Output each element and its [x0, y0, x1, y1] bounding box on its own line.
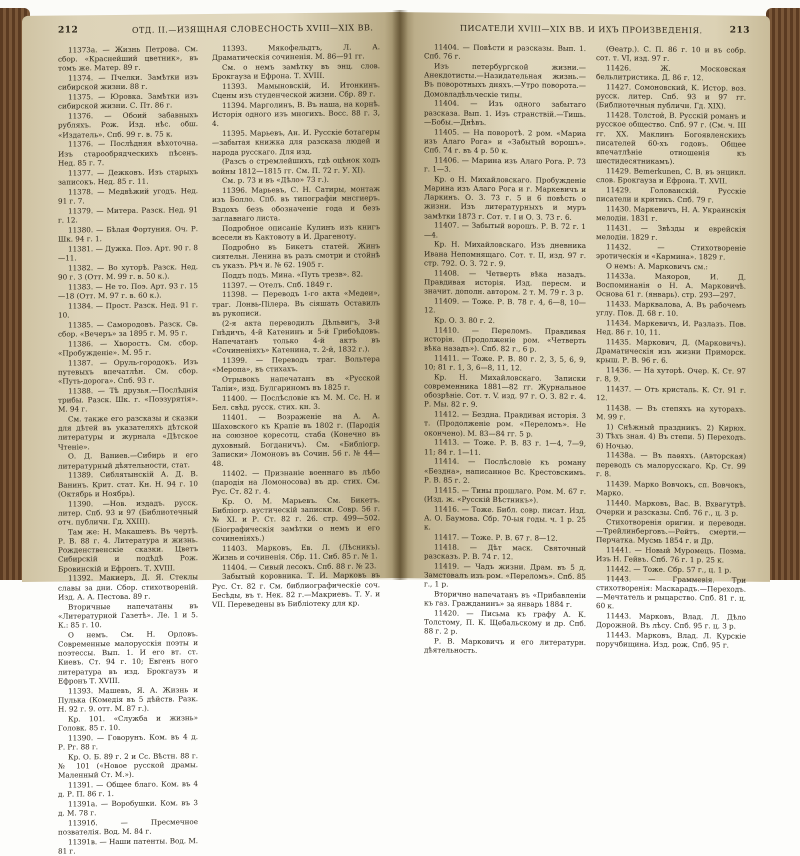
bibliography-entry: 11392. Макиеръ, Д. Я. Стеклы славы за дни. Сбор. стихотвореній. Изд. А. А. Пестова. 89 г. [58, 572, 198, 602]
bibliography-entry: 11414. — Послѣсловіе къ роману «Бездна», написанное Вс. Крестовскимъ. Р. В. 85 г. 2. [424, 456, 586, 485]
bibliography-entry: 11415. — Тины прошлаго. Ром. М. 67 г. (Изд. ж. «Русскій Вѣстникъ»). [424, 485, 586, 505]
bibliography-entry: 11433a. Маяоров, И. Д. Воспоминанія о Н. А. Марковичѣ. Основа 61 г. (январь). стр. 293—297. [596, 271, 746, 300]
bibliography-entry: Кр. О. М. Марьевъ. См. Бикетъ. Библіогр. аустическій записки. Совр. 56 г. № XI. и Р. Ст. 82 г. 26. стр. 499—502. (Біографическія замѣтки о немъ и его сочиненіяхъ.) [212, 495, 380, 543]
bibliography-entry: 11438. — Въ степяхъ на хуторахъ. М. 99 г. [596, 403, 746, 422]
bibliography-entry: Кр. 101. «Служба и жизнь» Головк. 85 г. 10. [58, 712, 198, 733]
bibliography-entry: 11436. — На хуторѣ. Очер. К. Ст. 97 г. 8, 9. [596, 365, 746, 384]
bibliography-entry: О немъ. См. Н. Орловъ. Современные малорусскія поэты и поэтессы. Вып. 1. И его вт. ст. Киевъ. Ст. 94 г. 10; Евгенъ ного литература въ изд. Брокгаузъ и Ефронъ Т. XVIII. [58, 628, 198, 686]
bibliography-entry: 11380. — Бѣлая Фортуния. Оч. Р. Шк. 94 г. 1. [58, 223, 198, 244]
bibliography-entry: 11391б. — Пресмечное позвателія. Вод. М. 84 г. [58, 817, 198, 837]
bibliography-entry: 11384. — Прост. Разск. Нед. 91 г. 10. [58, 299, 198, 320]
bibliography-entry: 11401. — Возраженіе на А. А. Шаховского къ Крапіе въ 1802 г. (Пародія на союзное коресотц. стаба (Конечно въ духовный. Богданичъ). См. «Библіогр. Записки» Ломоновъ въ Сочин. 56 г. № 44—48. [212, 411, 380, 469]
bibliography-entry: (2-я акта переводилъ Дѣльвигъ, 3-й Гнѣдичъ, 4-й Катенинъ и 5-й Грибоѣдовъ. Напечатанъ только 4-й актъ въ «Сочиненіяхъ» Катенина, т. 2-й, 1832 г.). [212, 316, 380, 356]
left-running-title: ОТД. II.—ИЗЯЩНАЯ СЛОВЕСНОСТЬ XVIII—XIX ВВ. [132, 23, 374, 35]
bibliography-entry: 11374. — Пчелки. Замѣтки изъ сибирской жизни. 88 г. [58, 72, 198, 93]
bibliography-entry: 11418. — Дѣт маск. Святочный разсказъ. Р. В. 74 г. 12. [424, 542, 586, 562]
bibliography-entry: 11377. — Дежковъ. Изъ старыхъ записокъ. Нед. 85 г. 11. [58, 166, 198, 187]
bibliography-entry: 11378. — Медвѣжий угодъ. Нед. 91 г. 7. [58, 185, 198, 206]
bibliography-entry: 11442. — Тоже. Сбр. 57 г., ц. 1 р. [606, 564, 732, 575]
book-gutter [392, 10, 408, 580]
bibliography-entry: См. также его разсказы и сказки для дѣтей въ указателяхъ дѣтской литературы и журнала «Дѣтское Чтеніе». [58, 413, 198, 452]
bibliography-entry: 11406. — Марина изъ Алаго Рога. Р. 73 г. 1—3. [424, 155, 586, 174]
bibliography-entry: 11376. — Обоий забавныхъ рубляхъ. Рож. Изд. нѣс. обш. «Издатель». Спб. 99 г. в. 75 к. [58, 110, 198, 140]
bibliography-entry: Поддъ подъ. Мина. «Путь трезв». 82. [222, 269, 364, 280]
right-page-header [400, 22, 770, 40]
bibliography-entry: 11432. — Стихотвореніе эротическія и «Кармина». 1829 г. [596, 242, 746, 262]
bibliography-entry: 11430. Маркевичъ, Н. А. Украинскія мелодіи. 1831 г. [596, 204, 746, 223]
bibliography-entry: 11388. — Тѣ друзья.—Послѣднія трибы. Разск. Шк. г. «Поэзурятія». М. 94 г. [58, 384, 198, 414]
bibliography-entry: 1) Снѣжный праздникъ. 2) Кирюх. 3) Тѣхъ зная. 4) Въ степи. 5) Переходъ. 6) Ночью. [596, 422, 746, 451]
bibliography-entry: 11443. Марковъ, Влад. Л. Курскіе поручбищина. Изд. рож. Спб. 95 г. [596, 630, 746, 650]
bibliography-entry: 11395. Марьевъ, Ан. И. Русскіе ботагеры—забытая книжка для разсказа людей и народа русскаго. Для изд. [212, 127, 380, 157]
bibliography-entry: 11403. Марковъ, Ев. Л. (Лѣсникъ). Жизнь и сочиненія. Сбр. 11. Сиб. 85 г. № 1. [212, 541, 380, 562]
bibliography-entry: Отрывокъ напечатанъ въ «Русской Таліи», изд. Булгариномъ въ 1825 г. [212, 373, 380, 394]
bibliography-entry: 11393. Машевъ, Я. А. Жизнь и Пулька (Комедія въ 5 дѣйств. Разк. Н. 92 г. 9. отт. М. 87 г.). [58, 684, 198, 714]
bibliography-entry: 11404. — Изъ одного забытаго разсказа. Вып. 1. Изъ странствій.—Тишь.—Бобы.—Днѣвъ. [424, 98, 586, 127]
bibliography-entry: 11391в. — Наши патенты. Вод. М. 81 г. [58, 836, 198, 856]
bibliography-entry: 11386. — Хворостъ. См. сбор. «Пробужденіе». М. 95 г. [58, 337, 198, 358]
bibliography-entry: 11396. Марьевъ, С. Н. Сатиры, монтаж изъ Болло. Спб. въ типографіи мнсгиеръ. Вздохъ безъ обозначеніе года и безъ заглавнаго листа. [212, 184, 380, 223]
bibliography-entry: Вторично напечатанъ въ «Прибавленіи къ газ. Гражданинъ» за январь 1884 г. [424, 589, 586, 609]
bibliography-entry: (Разсъ о стремлейшихъ, гдѣ оцѣнок ходъ войны 1812—1815 гг. См. П. 72 г. У. XI). [212, 155, 380, 176]
bibliography-entry: Вторичные напечатаны въ «Литературной Газетѣ». Ле. 1 и 5. К.: 85 г. 10. [58, 600, 198, 630]
bibliography-entry: 11437. — Отъ кристаль. К. Ст. 91 г. 12. [596, 384, 746, 403]
bibliography-entry: Подробное описаніе Кулинъ изъ книгъ всесели въ Кактовоту в И. Драгеноту. [212, 221, 380, 242]
bibliography-entry: 11387. — Оруль-городокъ. Изъ путевыхъ впечатлѣн. См. сбор. «Путь-дорога». Спб. 93 г. [58, 356, 198, 386]
bibliography-entry: 11443. — Граммевія. Три стихотворенія: Маскарадъ.—Переходъ.—Мечтатель и рыцарство. Спб. 81 г. ц. 60 к. [596, 573, 746, 611]
bibliography-entry: 11402. — Признаніе военнаго въ лѣбо (пародія на Ломоносова) въ др. стих. См. Рус. Ст. 82 г. 4. [212, 467, 380, 497]
bibliography-entry: 11438a. — Въ паѳяхъ. (Авторская) переводъ съ малорусскаго. Кр. Ст. 99 г. 8. [596, 450, 746, 479]
right-column-1 [424, 42, 586, 656]
bibliography-entry: 11397. — Отелъ. Спб. 1849 г. [222, 279, 333, 290]
bibliography-entry: 11382. — Во хуторѣ. Разск. Нед. 90 г. 3 (Отт. М. 99 г. в. 50 к.). [58, 261, 198, 282]
bibliography-entry: 11428. Толстой, В. Русскій романъ и русское общество. Спб. 97 г. (См. ч. III гг. XX. Маклинъ Богоявленскихъ писателей 60-хъ годовъ. Общее впечатлѣніе отношенія къ шестидесятникамъ). [596, 110, 746, 167]
bibliography-entry: 11389. Сиблятынскій А. Д. В. Ванинъ. Крит. стат. Кн. Н. 94 г. 10 (Октябрь и Ноябрь). [58, 469, 198, 499]
bibliography-entry: 11385. — Самородовъ. Разск. Св. сбор. «Вечеръ» за 1895 г. М. 95 г. [58, 318, 198, 339]
bibliography-entry: Подробно въ Бикетъ статей. Жинъ сиятельн. Ленина въ разъ смотри и стойнѣ съ указъ. Рѣч и. № 62. 1905 г. [212, 240, 380, 271]
bibliography-entry: 11376. — Послѣдняя вѣхоточна. Изъ старообрядческихъ пѣсенъ. Нед. 85 г. 7. [58, 138, 198, 168]
right-column-2 [596, 44, 746, 650]
bibliography-entry: 11429. Голованскій. Русскіе писатели и критикъ. Спб. 79 г. [596, 185, 746, 205]
book-cover-right [766, 8, 800, 580]
bibliography-entry: 11441. — Новый Муромецъ. Поэма. Изъ Н. Гейвъ. Спб. 76 г. 1 р. 25 к. [596, 545, 746, 565]
bibliography-entry: 11433. Марквалова, А. Въ рабочемъ углу. Пов. Д. 68 г. 10. [596, 299, 746, 319]
left-column-2 [212, 42, 380, 610]
bibliography-entry: 11404. — Сивый лесокъ. Спб. 88 г. № 23. [222, 560, 377, 572]
bibliography-entry: 11416. — Тоже. Библ. совр. писат. Изд. А. О. Баумова. Сбр. 70-ыя годы. ч. 1 р. 25 к. [424, 504, 586, 532]
bibliography-entry: Стихотворенія оригин. и переводн.—Трейлинберговъ.—Рейтъ. смерти.—Перчатка. Мусмь 1854 г. и Др. [596, 516, 746, 546]
bibliography-entry: Кр. О. 3. 80 г. 2. [434, 315, 495, 325]
bibliography-entry: 11398. — Переводъ 1-го акта «Медеи», траг. Лонвь-Пілера. Въ сіяшать Оставилъ въ рукописи. [212, 288, 380, 318]
bibliography-entry: 11434. Маркевичъ, И. Разлазъ. Пов. Нед. 86 г. 10, 11. [596, 318, 746, 338]
bibliography-entry: 11408. — Четверть вѣка назадъ. Правдивая исторія. Изд. пересм. и значит. дополн. автором. 2 т. М. 79 г. 3 р. [424, 268, 586, 298]
bibliography-entry: 11381. — Дужка. Поэ. Арт. 90 г. 8—11. [58, 242, 198, 263]
bibliography-entry: 11399. — Переводъ траг. Вольтера «Меропа», въ стихахъ. [212, 354, 380, 375]
bibliography-entry: 11391a. — Воробушки. Ком. въ 3 д. М. 78 г. [58, 798, 198, 818]
bibliography-entry: См. о немъ замѣтку въ энц. слов. Брокгауза и Ефрона. Т. XVIII. [212, 61, 380, 82]
bibliography-entry: 11413. — Тоже. Р. В. 83 г. 1—4, 7—9, 11; 84 г. 1—11. [424, 437, 586, 457]
left-page-number: 212 [58, 25, 79, 36]
bibliography-entry: См. р. 73 и въ «Дѣло» 73 г.). [222, 175, 329, 186]
bibliography-entry: 11409. — Тоже. Р. В. 78 г. 4, 6—8, 10—12. [424, 296, 586, 315]
bibliography-entry: Изъ петербургской жизни.—Анекдотисты.—Назидательная жизнь.—Въ поворотныхъ дняхъ.—Утро поворота.—Домовладѣльческіе типы. [424, 61, 586, 99]
right-running-title: ПИСАТЕЛИ XVIII—XIX ВВ. И ИХЪ ПРОИЗВЕДЕНІЯ. [460, 23, 703, 36]
bibliography-entry: 11400. — Послѣсловіе къ М. М. Сс. Н. и Бел. свѣд. русск. стих. кн. 3. [212, 392, 380, 413]
bibliography-entry: 11431. — Звѣзды и еврейскія мелодіи. 1829 г. [596, 223, 746, 242]
bibliography-entry: 11394. Марголинъ, В. Въ наша, на корнѣ. Исторія одного изъ многихъ. Восс. 88 г. 3, 4. [212, 99, 380, 129]
bibliography-entry: 11390. —Нов. издадъ. русск. литер. Спб. 93 и 97 (Библиотечный отч. публичн. Гд. XXIII). [58, 497, 198, 527]
bibliography-entry: Забытый коровника. Т. И. Марковъ въ Рус. Ст. 82 г. См. библиографическіе соч. Бесѣды, въ т. Нек. 82 г.—Макриевъ. Т. У. и VII. Переведены въ Библіотеку для кр. [212, 570, 380, 610]
bibliography-entry: Р. В. Марковичъ и его литературн. дѣятельность. [424, 636, 586, 656]
bibliography-entry: 11407. — Забытый ворошъ. Р. В. 72 г. 1—4. [424, 220, 586, 240]
bibliography-entry: 11419. — Чадъ жизни. Драм. въ 5 д. Замстовалъ изъ ром. «Переломъ». Спб. 85 г., 1 р. [424, 561, 586, 589]
bibliography-entry: Кр. О. Б. 89 г. 2 и Сс. Вѣстн. 88 г. № 101 («Новое русской драмы. Маленный Ст. М.»). [58, 750, 198, 780]
bibliography-entry: 11440. Марковъ, Вас. В. Вхвагутрѣ. Очерки и разсказы. Спб. 76 г., ц. 3 р. [596, 497, 746, 518]
bibliography-entry: 11426. Ж. Московская бельлитристика. Д. 86 г. 12. [596, 63, 746, 83]
right-page-number: 213 [729, 25, 750, 36]
bibliography-entry: Кр. о Н. Михайловскаго. Пробужденіе Марина изъ Алаго Рога и г. Маркевичъ и Ларкинъ. О. 3. 73 г. 5 и 6 повѣсть о жизни. Изъ литературныхъ и муръ замѣтки 1873 г. Сот. т. I и О. З. 73 г. 6. [424, 174, 586, 222]
bibliography-entry: 11427. Сомоновский, К. Истор. воз. русск. литер. Спб. 93 и 97 гг. (Библиотечныя публичн. Гд. XIX). [596, 82, 746, 111]
bibliography-entry: 11439. Марко Вовчокъ, сп. Вовчокъ, Марко. [596, 478, 746, 498]
bibliography-entry: 11412. — Бездна. Правдивая исторія. 3 т. (Продолженіе ром. «Переломъ». Не окончено). М. 83—84 гг. 5 р. [424, 409, 586, 439]
bibliography-entry: Кр. Н. Михайловскаго. Изъ дневника Ивана Непомнящаго. Сот. т. II, изд. 97 г. стр. 792. О. З. 72 г. 9. [424, 239, 586, 268]
bibliography-entry: Там же: Н. Макашевъ. Въ чертѣ. Р. В. 88 г. 4. Литература и жизнь. Рожденственскіе сказки. Цветъ Сибирскій и подѣдѣ Рож. Бровинскій и Ефронъ. Т. XVIII. [58, 525, 198, 574]
bibliography-entry: 11443. Марковъ, Влад. Л. Дѣло Дорожной. Въ лѣсу. Спб. 95 г. ц. 3 р. [596, 611, 746, 631]
bibliography-entry: 11379. — Митера. Разск. Нед. 91 г. 12. [58, 204, 198, 225]
bibliography-entry: 11420. — Письма къ графу А. К. Толстому, П. К. Щебальскому и др. Спб. 88 г. 2 р. [424, 608, 586, 636]
bibliography-entry: 11404. — Повѣсти и разсказы. Вып. 1. Спб. 76 г. [424, 42, 586, 61]
bibliography-entry: 11435. Маркович, Д. (Марковичъ). Драматическія изъ жизни Приморск. крыш. Р. В. 96 г. 6. [596, 337, 746, 366]
bibliography-entry: 11393. Мякофельдтъ, Л. А. Драматическія сочиненія. М. 86—91 гг. [212, 42, 380, 63]
bibliography-entry: 11390. — Говорунъ. Ком. въ 4 д. Р. Рг. 88 г. [58, 731, 198, 752]
bibliography-entry: О. Д. Ваниев.—Сибирь и его литературный дѣятельности, стат. [58, 450, 198, 471]
right-page [400, 12, 770, 656]
left-page-header [22, 22, 400, 40]
bibliography-entry: 11417. — Тоже. Р. В. 67 г. 8—12. [434, 532, 558, 543]
bibliography-entry: 11405. — На поворотѣ. 2 ром. «Мариа изъ Алаго Рога» и «Забытый ворошъ». Спб. 74 г. въ 4 р. 50 к. [424, 127, 586, 156]
bibliography-entry: 11429. Bemerkunen, С. В. въ энцикл. слов. Брокгауза и Ефрона. Т. XVII. [596, 166, 746, 186]
bibliography-entry: 11411. — Тоже. Р. В. 80 г. 2, 3, 5, 6, 9, 10; 81 г. 1, 3, 6—8, 11, 12. [424, 353, 586, 373]
bibliography-entry: 11375. — Юровка. Замѣтки изъ сибирской жизни. С. Пт. 86 г. [58, 91, 198, 112]
bibliography-entry: (Ѳеатр.). С. П. 86 г. 10 и въ собр. сот. т. VI, изд. 97 г. [596, 44, 746, 64]
bibliography-entry: 11383. — Не то. Поэ. Арт. 93 г. 15—18 (Отт. М. 97 г. в. 60 к.). [58, 280, 198, 301]
bibliography-entry: 11391. — Общее благо. Ком. въ 4 д. Р. П. 86 г. 1. [58, 779, 198, 799]
left-column-1 [58, 44, 198, 856]
bibliography-entry: О немъ: А. Марковичъ см.: [606, 261, 708, 272]
bibliography-entry: Кр. Н. Михайловскаго. Записки современника 1881—82 гг. Журнальное обозрѣніе. Сот. т. V. изд. 97 г. О. З. 82 г. 4. Р. Мы. 82 г. 9. [424, 372, 586, 410]
bibliography-entry: 11373a. — Жизнь Петрова. См. сбор. «Краснейший цветник», въ томъ же. Матер. 89 г. [58, 44, 198, 74]
left-page [22, 12, 400, 856]
bibliography-entry: 11393. Мамыновскій, И. Итонкинъ. Сцены изъ студенческой жизни. Сбр. 89 г. [212, 80, 380, 101]
bibliography-entry: 11410. — Переломъ. Правдивая исторія. (Продолженіе ром. «Четверть вѣка назадъ»). Спб. 82 г., 6 р. [424, 325, 586, 354]
